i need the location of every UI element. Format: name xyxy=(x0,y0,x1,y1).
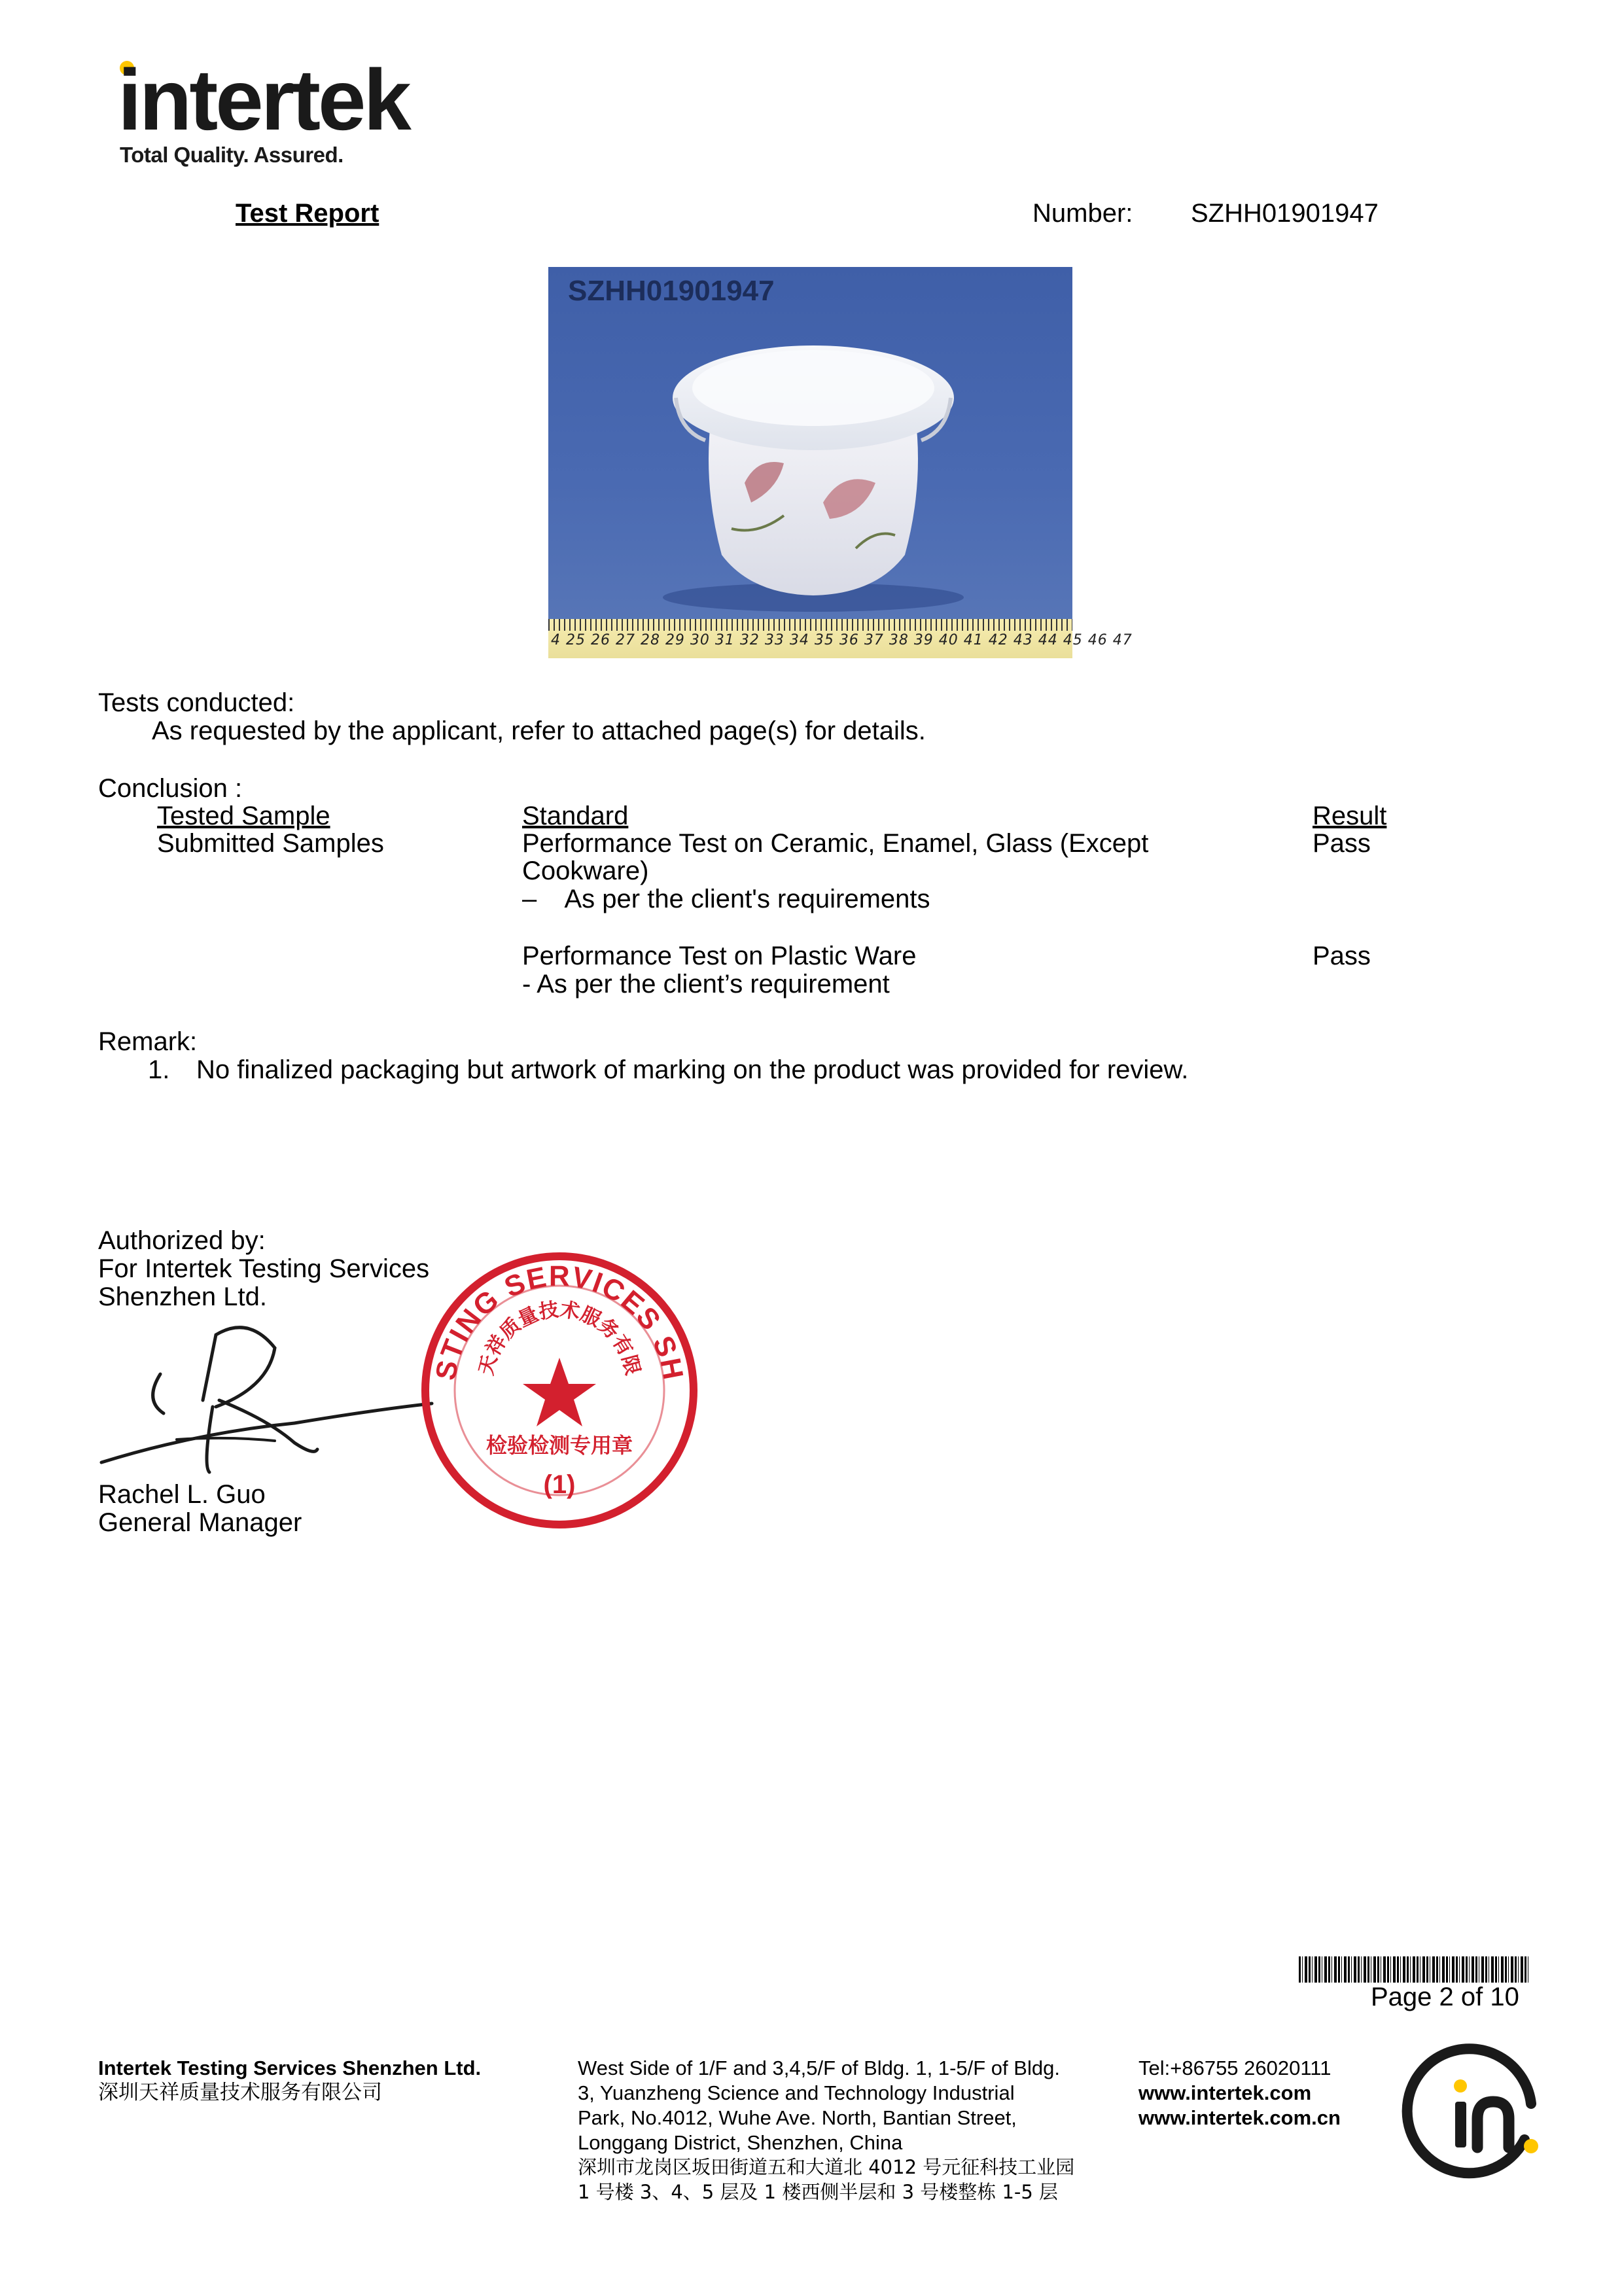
result-2: Pass xyxy=(1313,942,1371,970)
intertek-in-logo-icon xyxy=(1407,2041,1551,2185)
ruler-numbers: 4 25 26 27 28 29 30 31 32 33 34 35 36 37 38 39 40 41 42 43 44 45 46 47 xyxy=(551,632,1133,648)
svg-text:(1): (1) xyxy=(543,1470,576,1499)
col-result: Result xyxy=(1313,802,1387,830)
footer-web-2[interactable]: www.intertek.com.cn xyxy=(1138,2106,1341,2129)
footer-address-5: 深圳市龙岗区坂田街道五和大道北 4012 号元征科技工业园 xyxy=(578,2156,1075,2178)
authorized-company-2: Shenzhen Ltd. xyxy=(98,1282,267,1311)
ruler xyxy=(548,619,1133,658)
result-1: Pass xyxy=(1313,829,1371,858)
conclusion-heading: Conclusion : xyxy=(98,774,243,803)
authorized-company-1: For Intertek Testing Services xyxy=(98,1254,430,1283)
tested-sample-value: Submitted Samples xyxy=(157,829,384,858)
remark-heading: Remark: xyxy=(98,1027,198,1056)
standard-2-line2: - As per the client’s requirement xyxy=(522,970,890,998)
signature-icon xyxy=(98,1309,438,1479)
report-number-value: SZHH01901947 xyxy=(1191,199,1379,228)
svg-text:检验检测专用章: 检验检测专用章 xyxy=(485,1433,633,1458)
tests-heading: Tests conducted: xyxy=(98,688,295,717)
intertek-in-logo xyxy=(1407,2041,1551,2185)
footer-address-6: 1 号楼 3、4、5 层及 1 楼西侧半层和 3 号楼整栋 1-5 层 xyxy=(578,2181,1059,2203)
footer-company-en: Intertek Testing Services Shenzhen Ltd. xyxy=(98,2057,482,2079)
signatory-name: Rachel L. Guo xyxy=(98,1480,266,1509)
footer-web-1[interactable]: www.intertek.com xyxy=(1138,2081,1312,2104)
report-title: Test Report xyxy=(236,199,379,228)
footer-company-cn: 深圳天祥质量技术服务有限公司 xyxy=(98,2081,382,2104)
col-tested-sample: Tested Sample xyxy=(157,802,330,830)
footer-address-1: West Side of 1/F and 3,4,5/F of Bldg. 1, 1-5/F of Bldg. xyxy=(578,2057,1060,2079)
tests-text: As requested by the applicant, refer to attached page(s) for details. xyxy=(152,716,926,745)
company-seal xyxy=(419,1250,700,1531)
seal-stamp-icon xyxy=(419,1250,700,1531)
food-container-image xyxy=(548,267,1072,620)
sample-photo xyxy=(548,267,1133,658)
signatory-title: General Manager xyxy=(98,1508,302,1537)
intertek-logo-icon xyxy=(118,52,438,148)
remark-number: 1. xyxy=(148,1055,170,1084)
report-number-label: Number: xyxy=(1032,199,1133,228)
authorized-by: Authorized by: xyxy=(98,1226,266,1255)
photo-label: SZHH01901947 xyxy=(568,275,775,307)
standard-2-line1: Performance Test on Plastic Ware xyxy=(522,942,917,970)
col-standard: Standard xyxy=(522,802,629,830)
standard-1-line3: – As per the client's requirements xyxy=(522,885,930,913)
page-indicator: Page 2 of 10 xyxy=(1371,1983,1519,2011)
remark-text: No finalized packaging but artwork of marking on the product was provided for review. xyxy=(196,1055,1189,1084)
signature xyxy=(98,1309,438,1479)
standard-1-line2: Cookware) xyxy=(522,857,649,885)
footer-address-3: Park, No.4012, Wuhe Ave. North, Bantian Street, xyxy=(578,2106,1017,2129)
logo-tagline: Total Quality. Assured. xyxy=(120,143,344,167)
svg-text:深圳天祥质量技术服务有限公司: 天祥质量技术服务有限 xyxy=(474,1298,644,1378)
svg-text:INTERTEK TESTING SERVICES SHEN: STING SERVICES SH xyxy=(429,1260,690,1383)
footer-tel: Tel:+86755 26020111 xyxy=(1138,2057,1331,2079)
logo-text: intertek xyxy=(118,52,409,148)
intertek-logo xyxy=(118,52,438,148)
standard-1-line1: Performance Test on Ceramic, Enamel, Glass (Except xyxy=(522,829,1149,858)
footer-address-4: Longgang District, Shenzhen, China xyxy=(578,2131,903,2154)
barcode xyxy=(1299,1956,1529,1983)
footer-address-2: 3, Yuanzheng Science and Technology Industrial xyxy=(578,2081,1015,2104)
